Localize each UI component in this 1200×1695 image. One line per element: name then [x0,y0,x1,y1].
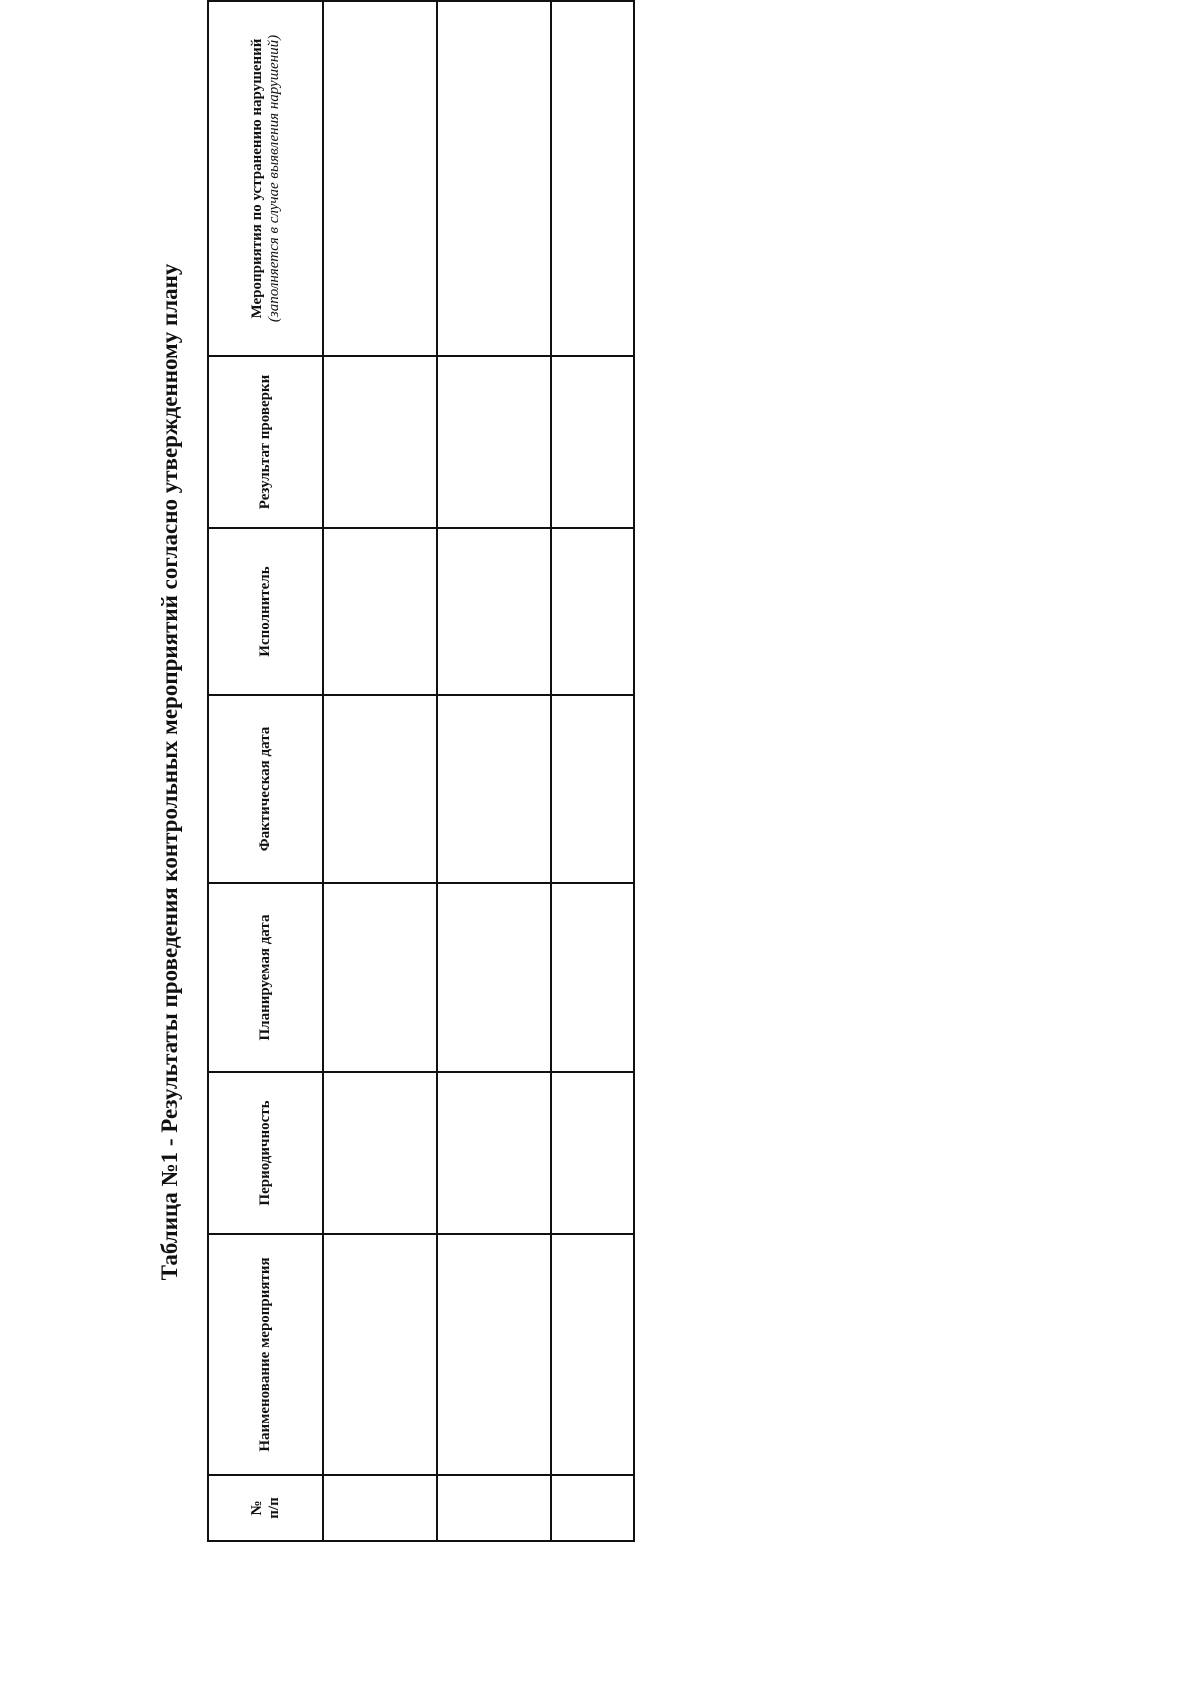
header-planned-date: Планируемая дата [208,883,323,1072]
header-number-symbol: № [248,1500,265,1516]
table-cell [437,1234,551,1475]
header-result: Результат проверки [208,356,323,528]
table-cell [323,695,437,883]
table-cell [323,883,437,1072]
table-cell [437,695,551,883]
table-cell [323,1475,437,1541]
table-cell [323,1,437,356]
table-cell [551,1475,634,1541]
table-row [437,1,551,1541]
table-cell [323,356,437,528]
header-executor: Исполнитель [208,528,323,695]
table-cell [323,1234,437,1475]
table-row [323,1,437,1541]
table-cell [437,1072,551,1234]
table-cell [437,528,551,695]
header-name: Наименование мероприятия [208,1234,323,1475]
header-number-abbrev: п/п [265,1497,282,1519]
header-measures-label: Мероприятия по устранению нарушений [248,38,265,319]
rotated-document-page [150,2,600,1542]
table-cell [551,1,634,356]
table-cell [437,1,551,356]
table-header-row [208,1,323,1541]
table-cell [551,1234,634,1475]
table-cell [551,528,634,695]
table-cell [551,695,634,883]
table-cell [323,1072,437,1234]
table-cell [437,356,551,528]
results-table [207,0,635,1542]
table-cell [551,883,634,1072]
header-actual-date: Фактическая дата [208,695,323,883]
table-cell [551,356,634,528]
header-frequency: Периодичность [208,1072,323,1234]
table-row [551,1,634,1541]
table-cell [551,1072,634,1234]
table-cell [437,1475,551,1541]
header-measures [208,1,323,356]
header-number [208,1475,323,1541]
table-cell [323,528,437,695]
table-cell [437,883,551,1072]
document-title: Таблица №1 - Результаты проведения контрольных мероприятий согласно утвержденному плану [157,263,182,1281]
header-measures-note: (заполняется в случае выявления нарушений) [265,34,282,323]
